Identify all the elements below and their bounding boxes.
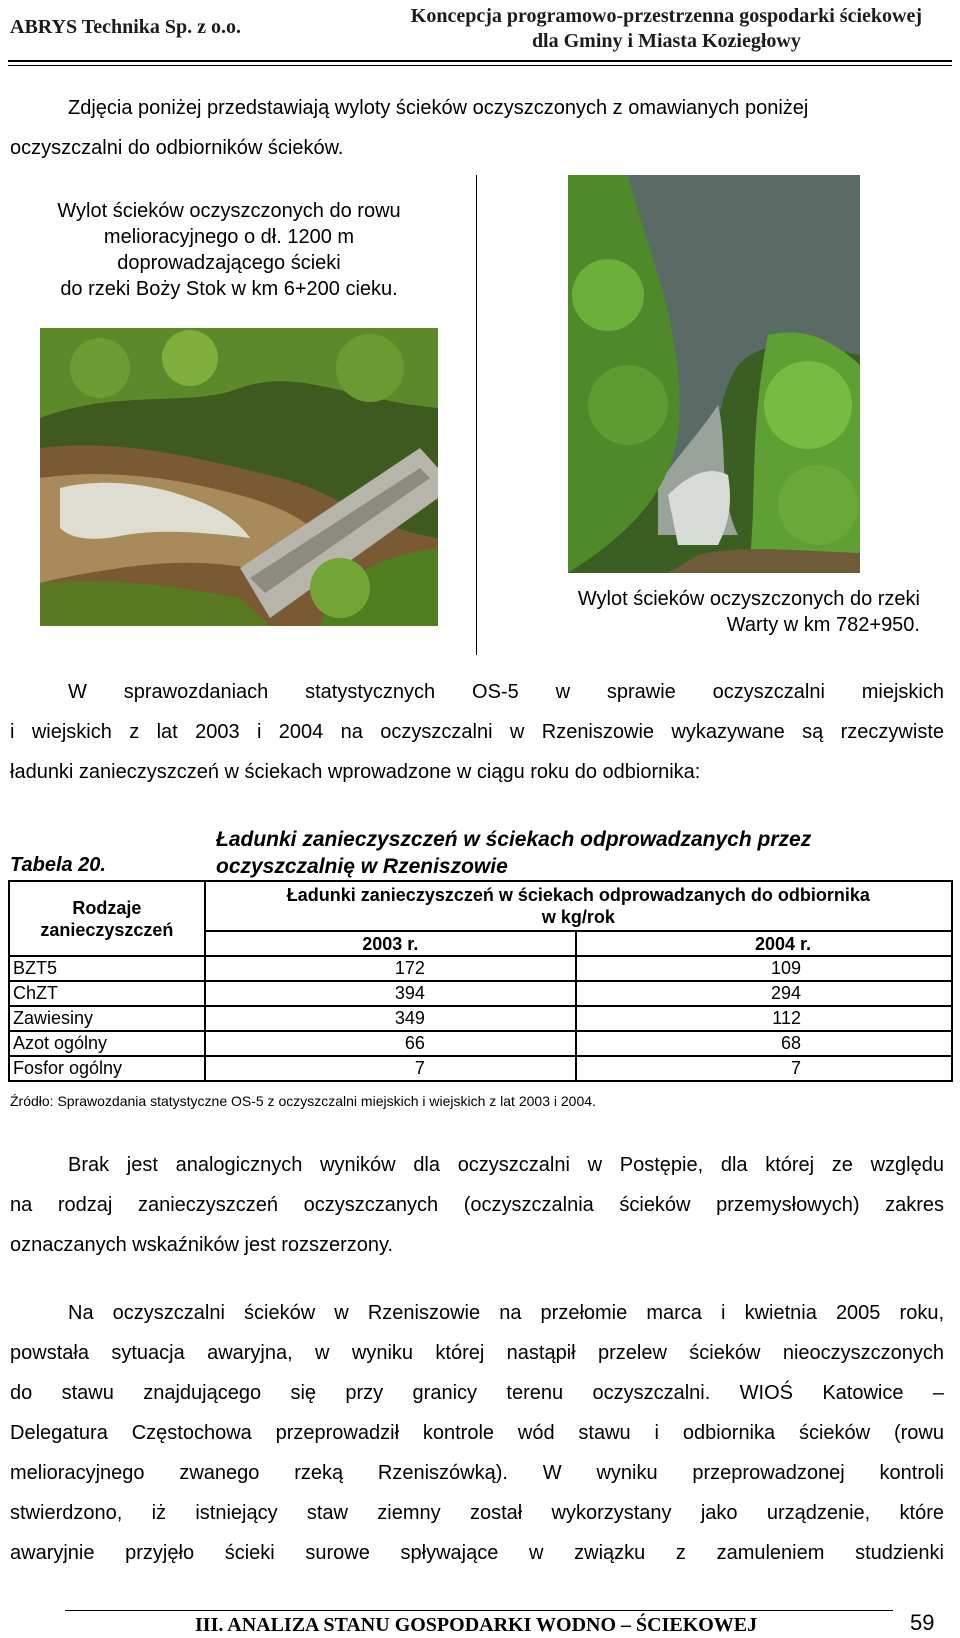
table-row	[9, 981, 952, 1006]
row-value-2004: 109	[576, 956, 952, 981]
caption-line: Wylot ścieków oczyszczonych do rzeki	[577, 588, 920, 610]
caption-line: Warty w km 782+950.	[726, 614, 920, 636]
text-line: stwierdzono, iż istniejący staw ziemny został wykorzystany jako urządzenie, które	[10, 1502, 944, 1524]
header-text: zanieczyszczeń	[40, 919, 174, 940]
photo-left-caption	[24, 198, 434, 302]
text-line: na rodzaj zanieczyszczeń oczyszczanych (oczyszczalnia ścieków przemysłowych) zakres	[10, 1194, 944, 1216]
table-row	[9, 956, 952, 981]
table-row	[9, 1031, 952, 1056]
row-value-2004: 112	[576, 1006, 952, 1031]
table-header-row	[9, 881, 952, 931]
header-year-2004: 2004 r.	[576, 931, 952, 956]
page-number: 59	[910, 1610, 935, 1635]
table-title-line: oczyszczalnię w Rzeniszowie	[216, 855, 508, 878]
column-divider	[476, 175, 477, 655]
photo-right-caption	[500, 586, 920, 638]
row-value-2003: 7	[205, 1056, 576, 1081]
table-title-line: Ładunki zanieczyszczeń w ściekach odprowadzanych przez	[216, 828, 812, 851]
table-row	[9, 1006, 952, 1031]
row-pollutant: Fosfor ogólny	[9, 1056, 205, 1081]
footer-rule	[65, 1610, 893, 1611]
text-line: awaryjnie przyjęło ścieki surowe spływające w związku z zamuleniem studzienki	[10, 1542, 944, 1564]
text-line: oznaczanych wskaźników jest rozszerzony.	[10, 1234, 394, 1256]
caption-line: do rzeki Boży Stok w km 6+200 cieku.	[60, 278, 398, 300]
footer-chapter-title: III. ANALIZA STANU GOSPODARKI WODNO – ŚCIEKOWEJ	[195, 1614, 758, 1636]
text-line: melioracyjnego zwanego rzeką Rzeniszówką). W wyniku przeprowadzonej kontroli	[10, 1462, 944, 1484]
text-line: powstała sytuacja awaryjna, w wyniku której nastąpił przelew ścieków nieoczyszczonych	[10, 1342, 944, 1364]
text-line	[10, 672, 944, 712]
header-rule	[8, 65, 952, 66]
document-title-line: dla Gminy i Miasta Koziegłowy	[531, 30, 801, 52]
text-line	[10, 88, 944, 128]
table-row	[9, 1056, 952, 1081]
text-line: oczyszczalni do odbiorników ścieków.	[10, 137, 344, 159]
text-line: Delegatura Częstochowa przeprowadził kontrole wód stawu i odbiornika ścieków (rowu	[10, 1422, 944, 1444]
row-value-2004: 7	[576, 1056, 952, 1081]
header-rule	[8, 60, 952, 62]
caption-line: Wylot ścieków oczyszczonych do rowu	[57, 200, 401, 222]
caption-line: melioracyjnego o dł. 1200 m	[103, 226, 355, 248]
text-line	[10, 1293, 944, 1333]
row-value-2003: 394	[205, 981, 576, 1006]
header-text: Ładunki zanieczyszczeń w ściekach odprowadzanych do odbiornika	[286, 885, 870, 905]
document-title	[411, 4, 922, 54]
table-title	[216, 826, 811, 880]
header-pollution-type	[9, 881, 205, 956]
header-year-2003: 2003 r.	[205, 931, 576, 956]
outlet-photo-image	[40, 328, 438, 626]
caption-line: doprowadzającego ścieki	[117, 252, 341, 274]
text-line-content: W sprawozdaniach statystycznych OS-5 w sprawie oczyszczalni miejskich	[68, 681, 944, 703]
header-text: Rodzaje	[72, 897, 142, 918]
postep-paragraph	[10, 1145, 944, 1265]
header-text: w kg/rok	[541, 907, 615, 927]
company-name: ABRYS Technika Sp. z o.o.	[10, 16, 242, 38]
row-value-2003: 349	[205, 1006, 576, 1031]
text-line-content: Na oczyszczalni ścieków w Rzeniszowie na przełomie marca i kwietnia 2005 roku,	[68, 1302, 944, 1324]
outlet-photo-warta	[568, 175, 860, 573]
pollution-load-table	[8, 880, 953, 1082]
table-label: Tabela 20.	[10, 854, 106, 876]
row-pollutant: Zawiesiny	[9, 1006, 205, 1031]
os5-paragraph	[10, 672, 944, 792]
text-line	[10, 1145, 944, 1185]
row-value-2004: 294	[576, 981, 952, 1006]
text-line: i wiejskich z lat 2003 i 2004 na oczyszczalni w Rzeniszowie wykazywane są rzeczywiste	[10, 721, 944, 743]
document-title-line: Koncepcja programowo-przestrzenna gospodarki ściekowej	[410, 5, 922, 27]
row-pollutant: Azot ogólny	[9, 1031, 205, 1056]
outlet-photo-image	[568, 175, 860, 573]
text-line-content: Zdjęcia poniżej przedstawiają wyloty ścieków oczyszczonych z omawianych poniżej	[68, 97, 809, 119]
outlet-photo-boży-stok	[40, 328, 438, 626]
text-line-content: Brak jest analogicznych wyników dla oczyszczalni w Postępie, dla której ze względu	[68, 1154, 944, 1176]
header-load-group	[205, 881, 952, 931]
table-source-note: Źródło: Sprawozdania statystyczne OS-5 z oczyszczalni miejskich i wiejskich z lat 2003 i 2004.	[10, 1093, 596, 1109]
row-value-2003: 172	[205, 956, 576, 981]
row-value-2003: 66	[205, 1031, 576, 1056]
text-line: do stawu znajdującego się przy granicy terenu oczyszczalni. WIOŚ Katowice –	[10, 1382, 944, 1404]
text-line: ładunki zanieczyszczeń w ściekach wprowadzone w ciągu roku do odbiornika:	[10, 761, 701, 783]
row-pollutant: BZT5	[9, 956, 205, 981]
row-pollutant: ChZT	[9, 981, 205, 1006]
intro-paragraph	[10, 88, 944, 168]
failure-paragraph	[10, 1293, 944, 1573]
row-value-2004: 68	[576, 1031, 952, 1056]
